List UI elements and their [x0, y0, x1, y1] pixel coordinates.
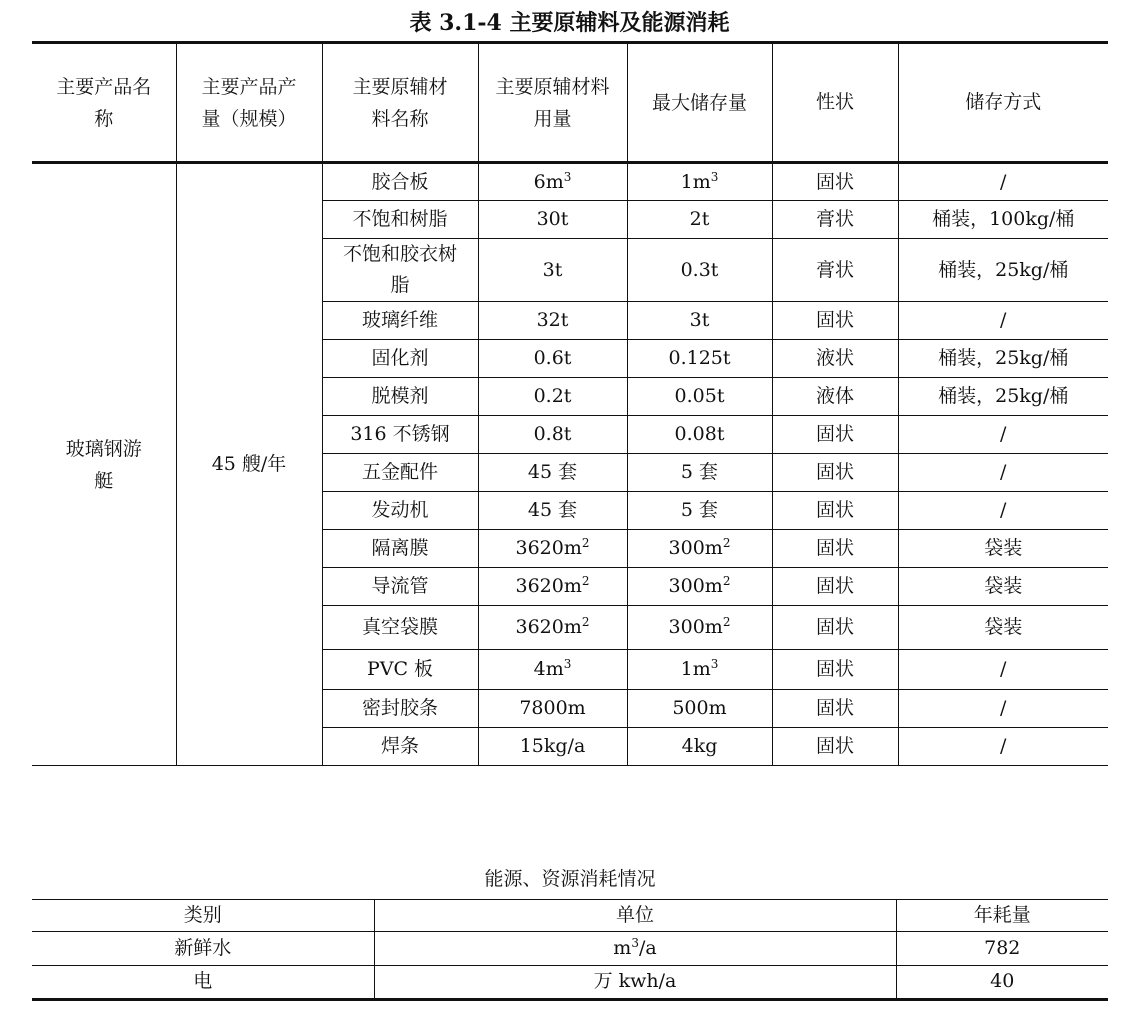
material-storage-method: 袋装: [898, 568, 1108, 606]
energy-section-title: 能源、资源消耗情况: [32, 861, 1108, 899]
material-name-text: 导流管: [371, 575, 429, 597]
material-storage-method: /: [898, 416, 1108, 454]
product-name: 玻璃钢游艇: [65, 437, 142, 492]
materials-table: [32, 41, 1108, 766]
energy-unit-value: 万 kwh/a: [593, 970, 677, 992]
material-max-storage-value: 5 套: [680, 461, 719, 483]
material-usage: [478, 239, 627, 302]
material-max-storage-value: 0.08t: [674, 423, 725, 445]
energy-section-row: [32, 861, 1108, 899]
material-usage-value: 0.2t: [533, 385, 572, 407]
material-name: [322, 378, 478, 416]
material-usage-value: 45 套: [527, 461, 578, 483]
material-max-storage: [627, 378, 772, 416]
material-usage: [478, 378, 627, 416]
material-name: [322, 163, 478, 201]
material-max-storage: [627, 163, 772, 201]
material-state: 固状: [772, 690, 898, 728]
material-storage-method: 袋装: [898, 606, 1108, 650]
material-max-storage: [627, 454, 772, 492]
energy-unit-exponent: 3: [631, 935, 639, 950]
header-state: 性状: [772, 43, 898, 163]
material-state: 固状: [772, 492, 898, 530]
material-usage-value: 0.6t: [533, 347, 572, 369]
material-storage-method: 袋装: [898, 530, 1108, 568]
material-storage-method: 桶装，25kg/桶: [898, 378, 1108, 416]
material-usage: [478, 492, 627, 530]
material-usage-value: 3620m: [515, 575, 582, 597]
material-state: 固状: [772, 728, 898, 766]
material-usage-value: 7800m: [519, 697, 586, 719]
header-product-output: 主要产品产量（规模）: [176, 43, 322, 163]
material-max-storage: [627, 690, 772, 728]
material-name: [322, 728, 478, 766]
material-max-storage: [627, 728, 772, 766]
material-max-storage-value: 0.3t: [680, 258, 719, 281]
material-usage-value: 3t: [542, 258, 563, 281]
material-usage: [478, 568, 627, 606]
material-max-storage-exponent: 2: [722, 615, 731, 629]
energy-header-category: 类别: [32, 899, 374, 931]
material-name-text: 不饱和树脂: [352, 208, 448, 230]
product-name-cell: [32, 163, 176, 766]
material-name-text: 固化剂: [371, 347, 429, 369]
material-name-text: 胶合板: [371, 170, 429, 193]
material-max-storage-value: 4kg: [681, 735, 718, 757]
table-title: 表 3.1-4 主要原辅料及能源消耗: [409, 10, 730, 36]
material-usage: [478, 606, 627, 650]
energy-row: [32, 931, 1108, 965]
energy-header-annual: 年耗量: [896, 899, 1108, 931]
material-max-storage: [627, 340, 772, 378]
material-name-text: 316 不锈钢: [350, 423, 450, 445]
material-name: [322, 340, 478, 378]
material-state: 固状: [772, 302, 898, 340]
material-max-storage-value: 0.05t: [674, 385, 725, 407]
material-max-storage: [627, 530, 772, 568]
material-name: [322, 530, 478, 568]
material-max-storage-value: 300m: [668, 537, 723, 559]
material-usage-exponent: 2: [581, 574, 590, 588]
material-storage-method: /: [898, 728, 1108, 766]
material-storage-method: 桶装，100kg/桶: [898, 201, 1108, 239]
material-usage-exponent: 2: [581, 615, 590, 629]
material-usage-exponent: 2: [581, 536, 590, 550]
material-name-text: PVC 板: [366, 658, 434, 680]
material-name: [322, 606, 478, 650]
material-usage: [478, 201, 627, 239]
material-name: [322, 492, 478, 530]
material-usage: [478, 340, 627, 378]
material-name: [322, 416, 478, 454]
header-storage-method: 储存方式: [898, 43, 1108, 163]
material-max-storage: [627, 568, 772, 606]
material-max-storage-exponent: 3: [710, 169, 719, 184]
material-max-storage: [627, 606, 772, 650]
material-storage-method: /: [898, 492, 1108, 530]
material-usage: [478, 530, 627, 568]
material-name: [322, 201, 478, 239]
material-state: 液状: [772, 340, 898, 378]
energy-unit-value: m: [613, 936, 632, 959]
material-max-storage-value: 1m: [680, 658, 711, 680]
material-storage-method: /: [898, 454, 1108, 492]
header-material-usage: 主要原辅材料用量: [478, 43, 627, 163]
material-name-text: 玻璃纤维: [361, 309, 438, 331]
material-usage-value: 6m: [533, 170, 564, 193]
material-state: 固状: [772, 650, 898, 690]
material-name: [322, 302, 478, 340]
material-max-storage-value: 0.125t: [668, 347, 731, 369]
material-name: [322, 568, 478, 606]
material-name: [322, 650, 478, 690]
energy-row: [32, 965, 1108, 999]
material-max-storage-value: 300m: [668, 575, 723, 597]
material-max-storage-value: 500m: [672, 697, 727, 719]
material-usage: [478, 650, 627, 690]
material-name-text: 脱模剂: [371, 385, 429, 407]
material-row: [32, 163, 1108, 201]
material-name-text: 真空袋膜: [361, 616, 438, 638]
energy-annual: 40: [896, 965, 1108, 999]
material-usage: [478, 416, 627, 454]
energy-header-unit: 单位: [374, 899, 896, 931]
material-name-text: 发动机: [371, 499, 429, 521]
material-max-storage: [627, 302, 772, 340]
material-max-storage-value: 5 套: [680, 499, 719, 521]
material-name-text: 焊条: [380, 735, 419, 757]
header-material-name: 主要原辅材料名称: [322, 43, 478, 163]
material-max-storage-exponent: 2: [722, 574, 731, 588]
material-max-storage: [627, 201, 772, 239]
material-usage-value: 15kg/a: [519, 735, 586, 757]
material-storage-method: /: [898, 163, 1108, 201]
material-usage-value: 3620m: [515, 537, 582, 559]
material-name-text: 密封胶条: [361, 697, 438, 719]
material-state: 固状: [772, 454, 898, 492]
material-max-storage: [627, 650, 772, 690]
material-state: 固状: [772, 606, 898, 650]
material-max-storage: [627, 492, 772, 530]
material-name: [322, 454, 478, 492]
energy-unit: [374, 931, 896, 965]
energy-category: 新鲜水: [32, 931, 374, 965]
energy-unit: [374, 965, 896, 999]
material-usage-value: 4m: [533, 658, 564, 680]
material-max-storage-value: 1m: [680, 170, 711, 193]
material-max-storage-exponent: 3: [710, 657, 719, 671]
product-output: 45 艘/年: [176, 163, 322, 766]
energy-category: 电: [32, 965, 374, 999]
material-usage-value: 45 套: [527, 499, 578, 521]
material-storage-method: 桶装，25kg/桶: [898, 239, 1108, 302]
material-name-text: 隔离膜: [371, 537, 429, 559]
energy-annual: 782: [896, 931, 1108, 965]
material-storage-method: 桶装，25kg/桶: [898, 340, 1108, 378]
material-usage-value: 3620m: [515, 616, 582, 638]
material-name: [322, 239, 478, 302]
material-storage-method: /: [898, 650, 1108, 690]
material-max-storage-value: 2t: [689, 208, 710, 230]
energy-unit-suffix: /a: [638, 936, 657, 959]
material-state: 膏状: [772, 239, 898, 302]
header-max-storage: 最大储存量: [627, 43, 772, 163]
header-row: [32, 43, 1108, 163]
material-name-text: 五金配件: [361, 461, 438, 483]
material-storage-method: /: [898, 302, 1108, 340]
material-usage: [478, 302, 627, 340]
material-name: [322, 690, 478, 728]
material-usage-value: 30t: [536, 208, 569, 230]
energy-header-row: [32, 899, 1108, 931]
energy-table: [32, 861, 1108, 1001]
material-state: 固状: [772, 163, 898, 201]
material-max-storage-value: 300m: [668, 616, 723, 638]
material-usage-exponent: 3: [563, 657, 572, 671]
material-usage-value: 0.8t: [533, 423, 572, 445]
material-usage-value: 32t: [536, 309, 569, 331]
material-state: 固状: [772, 530, 898, 568]
header-product-name: 主要产品名称: [32, 43, 176, 163]
material-state: 膏状: [772, 201, 898, 239]
material-state: 固状: [772, 568, 898, 606]
material-usage: [478, 454, 627, 492]
material-max-storage-value: 3t: [689, 309, 710, 331]
material-usage: [478, 690, 627, 728]
material-state: 液体: [772, 378, 898, 416]
material-usage-exponent: 3: [563, 169, 572, 184]
material-max-storage: [627, 416, 772, 454]
material-state: 固状: [772, 416, 898, 454]
material-usage: [478, 163, 627, 201]
material-name-text: 不饱和胶衣树脂: [343, 243, 458, 296]
material-max-storage: [627, 239, 772, 302]
material-usage: [478, 728, 627, 766]
material-storage-method: /: [898, 690, 1108, 728]
material-max-storage-exponent: 2: [722, 536, 731, 550]
